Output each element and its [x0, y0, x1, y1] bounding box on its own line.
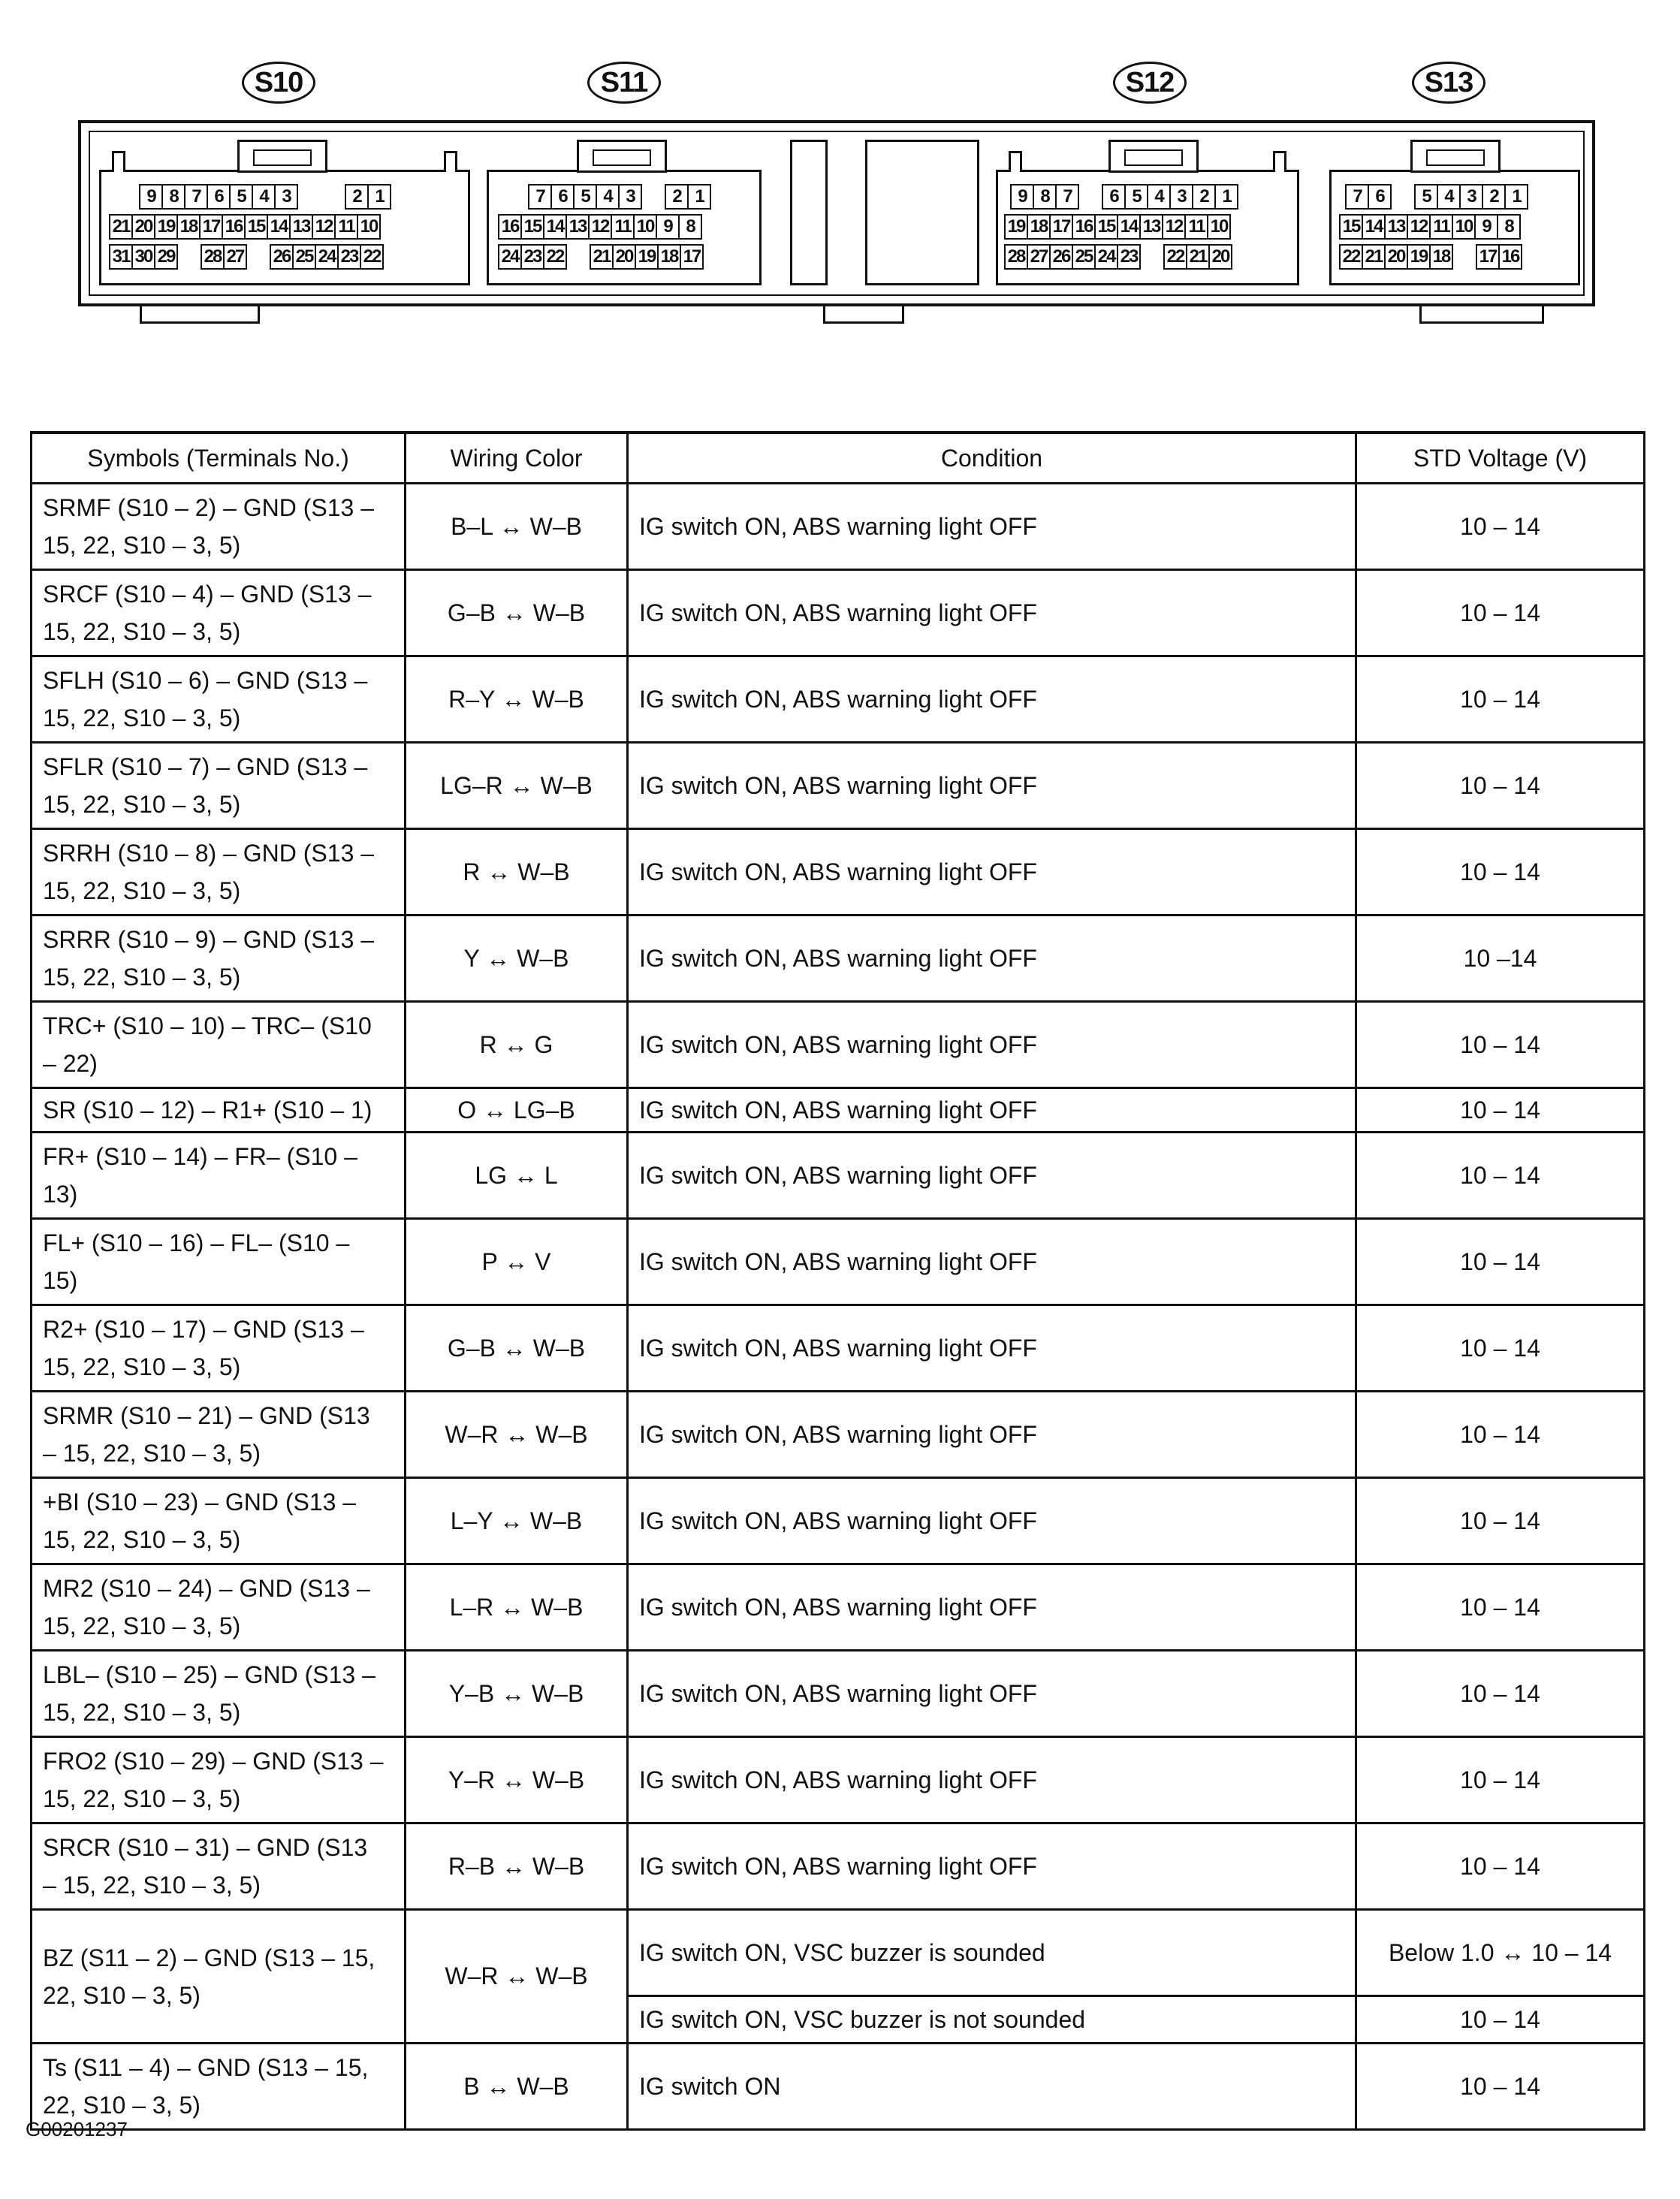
table-row [32, 915, 1645, 1002]
terminal-pin: 4 [252, 184, 276, 210]
std-voltage-cell: 10 – 14 [1356, 2044, 1645, 2130]
terminal-pin: 22 [543, 244, 567, 270]
connector-latch-s12 [1108, 140, 1199, 173]
terminal-pin: 30 [131, 244, 155, 270]
terminal-pin: 14 [543, 214, 567, 240]
terminal-pin: 26 [1049, 244, 1073, 270]
symbol-line-1: MR2 (S10 – 24) – GND (S13 – [43, 1575, 370, 1602]
std-voltage-cell: Below 1.0 ↔ 10 – 14 [1356, 1910, 1645, 1996]
table-row [32, 1651, 1645, 1737]
terminal-pin: 17 [1049, 214, 1073, 240]
symbol-line-2: 22, S10 – 3, 5) [43, 2092, 201, 2119]
connector-label-s11: S11 [587, 62, 661, 104]
terminal-pin: 1 [687, 184, 711, 210]
std-voltage-cell: 10 – 14 [1356, 1478, 1645, 1564]
symbol-line-2: – 15, 22, S10 – 3, 5) [43, 1872, 261, 1899]
table-row [32, 1823, 1645, 1910]
housing-foot-left [140, 306, 260, 324]
std-voltage-cell: 10 – 14 [1356, 1564, 1645, 1651]
terminal-pin: 23 [337, 244, 361, 270]
symbol-line-1: SRRR (S10 – 9) – GND (S13 – [43, 926, 375, 953]
std-voltage-cell: 10 –14 [1356, 915, 1645, 1002]
symbol-cell [32, 1088, 406, 1133]
terminal-pin: 24 [1094, 244, 1118, 270]
condition-cell: IG switch ON, ABS warning light OFF [628, 1478, 1356, 1564]
symbol-line-2: 15, 22, S10 – 3, 5) [43, 1785, 241, 1812]
figure-id: G00201237 [26, 2118, 128, 2140]
symbol-line-2: 13) [43, 1181, 78, 1208]
terminal-pin: 6 [550, 184, 575, 210]
std-voltage-cell: 10 – 14 [1356, 1305, 1645, 1392]
pin-gap [247, 244, 271, 270]
terminal-pin: 20 [1208, 244, 1232, 270]
condition-cell: IG switch ON [628, 2044, 1356, 2130]
terminal-pin: 12 [312, 214, 336, 240]
condition-cell: IG switch ON, ABS warning light OFF [628, 484, 1356, 570]
symbol-cell [32, 1392, 406, 1478]
terminal-pin: 26 [270, 244, 294, 270]
symbol-line-2: 15, 22, S10 – 3, 5) [43, 791, 241, 818]
condition-cell: IG switch ON, ABS warning light OFF [628, 1219, 1356, 1305]
terminal-pin: 2 [345, 184, 369, 210]
terminal-pin: 29 [154, 244, 178, 270]
terminal-pin: 15 [520, 214, 544, 240]
condition-cell: IG switch ON, ABS warning light OFF [628, 656, 1356, 743]
terminal-pin: 16 [1072, 214, 1096, 240]
table-row [32, 829, 1645, 915]
condition-cell: IG switch ON, ABS warning light OFF [628, 1088, 1356, 1133]
terminal-pin: 8 [1497, 214, 1521, 240]
terminal-pin: 10 [1452, 214, 1476, 240]
symbol-line-1: +BI (S10 – 23) – GND (S13 – [43, 1489, 357, 1516]
std-voltage-cell: 10 – 14 [1356, 1133, 1645, 1219]
table-row [32, 1219, 1645, 1305]
terminal-pin: 8 [161, 184, 185, 210]
symbol-line-1: R2+ (S10 – 17) – GND (S13 – [43, 1316, 364, 1343]
pin-row [116, 184, 415, 210]
wiring-color-cell: R–B ↔ W–B [406, 1823, 628, 1910]
pin-gap [1453, 244, 1477, 270]
housing-foot-right [1419, 306, 1544, 324]
terminal-pin: 21 [1186, 244, 1210, 270]
symbol-line-1: SRMR (S10 – 21) – GND (S13 [43, 1402, 370, 1429]
std-voltage-cell: 10 – 14 [1356, 743, 1645, 829]
terminal-pin: 15 [244, 214, 268, 240]
condition-cell: IG switch ON, ABS warning light OFF [628, 1392, 1356, 1478]
terminal-pin: 10 [357, 214, 381, 240]
symbol-line-2: 15, 22, S10 – 3, 5) [43, 532, 241, 559]
symbol-cell [32, 484, 406, 570]
symbol-cell [32, 1737, 406, 1823]
terminal-pin: 11 [611, 214, 635, 240]
symbol-cell [32, 570, 406, 656]
terminal-pin: 31 [109, 244, 133, 270]
terminal-pin: 5 [1414, 184, 1438, 210]
terminal-pin: 8 [678, 214, 702, 240]
pin-gap [505, 184, 529, 210]
terminal-pin: 6 [1368, 184, 1392, 210]
symbol-line-1: Ts (S11 – 4) – GND (S13 – 15, [43, 2054, 369, 2081]
terminal-pin: 7 [1345, 184, 1369, 210]
terminal-pin: 4 [596, 184, 620, 210]
condition-cell: IG switch ON, VSC buzzer is not sounded [628, 1996, 1356, 2044]
symbol-cell [32, 1910, 406, 2044]
table-row [32, 1002, 1645, 1088]
center-slot-left [790, 140, 828, 285]
terminal-pin: 19 [1407, 244, 1431, 270]
pin-gap [1392, 184, 1416, 210]
terminal-pin: 5 [229, 184, 253, 210]
pin-row [110, 244, 384, 270]
terminal-pin: 21 [109, 214, 133, 240]
std-voltage-cell: 10 – 14 [1356, 829, 1645, 915]
terminal-pin: 12 [1162, 214, 1186, 240]
pin-row [1341, 214, 1521, 240]
wiring-color-cell: B–L ↔ W–B [406, 484, 628, 570]
std-voltage-cell: 10 – 14 [1356, 1823, 1645, 1910]
terminal-pin: 24 [315, 244, 339, 270]
pin-row [499, 244, 704, 270]
center-slot-right [865, 140, 979, 285]
terminal-pin: 12 [588, 214, 612, 240]
pin-row [505, 184, 711, 210]
terminal-pin: 14 [1362, 214, 1386, 240]
pin-gap [1079, 184, 1103, 210]
wiring-color-cell: G–B ↔ W–B [406, 1305, 628, 1392]
symbol-line-1: SFLH (S10 – 6) – GND (S13 – [43, 667, 368, 694]
terminal-pin: 20 [1384, 244, 1408, 270]
terminal-pin: 17 [1476, 244, 1500, 270]
terminal-pin: 18 [1429, 244, 1453, 270]
terminal-pin: 27 [1027, 244, 1051, 270]
terminal-pin: 8 [1033, 184, 1057, 210]
symbol-line-1: FRO2 (S10 – 29) – GND (S13 – [43, 1748, 384, 1775]
terminal-pin: 9 [1010, 184, 1034, 210]
terminal-pin: 11 [1429, 214, 1453, 240]
connector-label-s13: S13 [1412, 62, 1485, 104]
table-row [32, 1305, 1645, 1392]
wiring-color-cell: P ↔ V [406, 1219, 628, 1305]
terminal-pin: 18 [176, 214, 201, 240]
symbol-line-1: FR+ (S10 – 14) – FR– (S10 – [43, 1143, 357, 1170]
pin-row [110, 214, 381, 240]
terminal-pin: 3 [274, 184, 298, 210]
wiring-color-cell: O ↔ LG–B [406, 1088, 628, 1133]
symbol-line-2: 15) [43, 1267, 78, 1294]
pin-gap [116, 184, 140, 210]
table-row [32, 1392, 1645, 1478]
wiring-color-cell: Y–B ↔ W–B [406, 1651, 628, 1737]
terminal-pin: 11 [334, 214, 358, 240]
terminal-pin: 3 [618, 184, 642, 210]
header-condition: Condition [628, 433, 1356, 484]
terminal-pin: 18 [657, 244, 681, 270]
wiring-color-cell: W–R ↔ W–B [406, 1910, 628, 2044]
wiring-color-cell: L–R ↔ W–B [406, 1564, 628, 1651]
terminal-pin: 20 [612, 244, 636, 270]
connector-ear [1273, 151, 1286, 172]
pin-row [1006, 214, 1231, 240]
terminal-pin: 10 [1207, 214, 1231, 240]
symbol-cell [32, 1564, 406, 1651]
std-voltage-cell: 10 – 14 [1356, 1219, 1645, 1305]
connector-latch-s13 [1410, 140, 1501, 173]
terminal-pin: 22 [1163, 244, 1187, 270]
table-body [32, 484, 1645, 2130]
symbol-cell [32, 1219, 406, 1305]
terminal-pin: 4 [1147, 184, 1171, 210]
terminal-pin: 14 [1117, 214, 1141, 240]
symbol-line-2: – 22) [43, 1050, 98, 1077]
condition-cell: IG switch ON, ABS warning light OFF [628, 1823, 1356, 1910]
terminal-pin: 7 [1055, 184, 1079, 210]
pin-gap [642, 184, 666, 210]
terminal-pin: 1 [1504, 184, 1528, 210]
condition-cell: IG switch ON, ABS warning light OFF [628, 1305, 1356, 1392]
terminal-pin: 13 [289, 214, 313, 240]
symbol-line-2: 15, 22, S10 – 3, 5) [43, 964, 241, 991]
header-symbols: Symbols (Terminals No.) [32, 433, 406, 484]
terminal-pin: 21 [1362, 244, 1386, 270]
table-row-ts [32, 2044, 1645, 2130]
symbol-cell [32, 1478, 406, 1564]
symbol-cell [32, 1651, 406, 1737]
terminal-pin: 25 [1072, 244, 1096, 270]
wiring-color-cell: LG–R ↔ W–B [406, 743, 628, 829]
std-voltage-cell: 10 – 14 [1356, 484, 1645, 570]
terminal-pin: 17 [199, 214, 223, 240]
symbol-cell [32, 1305, 406, 1392]
symbol-line-2: 15, 22, S10 – 3, 5) [43, 1699, 241, 1726]
connector-s11 [487, 170, 762, 285]
wiring-color-cell: LG ↔ L [406, 1133, 628, 1219]
symbol-line-1: BZ (S11 – 2) – GND (S13 – 15, [43, 1944, 376, 1971]
terminal-pin: 22 [1339, 244, 1363, 270]
std-voltage-cell: 10 – 14 [1356, 1996, 1645, 2044]
symbol-cell [32, 743, 406, 829]
connector-label-s12: S12 [1113, 62, 1187, 104]
condition-cell: IG switch ON, ABS warning light OFF [628, 915, 1356, 1002]
table-row [32, 1564, 1645, 1651]
symbol-line-1: SFLR (S10 – 7) – GND (S13 – [43, 753, 368, 780]
std-voltage-cell: 10 – 14 [1356, 1651, 1645, 1737]
pin-row [1347, 184, 1528, 210]
condition-cell: IG switch ON, VSC buzzer is sounded [628, 1910, 1356, 1996]
table-row [32, 1478, 1645, 1564]
terminal-pin: 21 [590, 244, 614, 270]
symbol-cell [32, 656, 406, 743]
connector-s10 [99, 170, 470, 285]
symbol-cell [32, 1133, 406, 1219]
connector-latch-s11 [577, 140, 667, 173]
terminal-pin: 3 [1459, 184, 1483, 210]
terminal-pin: 28 [201, 244, 225, 270]
terminal-pin: 19 [1004, 214, 1028, 240]
connector-ear [444, 151, 457, 172]
terminal-pin: 22 [360, 244, 384, 270]
terminal-pin: 17 [680, 244, 704, 270]
condition-cell: IG switch ON, ABS warning light OFF [628, 1564, 1356, 1651]
terminal-pin: 2 [665, 184, 689, 210]
terminal-pin: 19 [154, 214, 178, 240]
terminal-pin: 5 [573, 184, 597, 210]
terminal-pin: 19 [635, 244, 659, 270]
terminal-pin: 1 [1214, 184, 1238, 210]
symbol-cell [32, 829, 406, 915]
terminal-pin: 5 [1124, 184, 1148, 210]
header-wiring-color: Wiring Color [406, 433, 628, 484]
terminal-pin: 23 [1117, 244, 1141, 270]
terminal-voltage-table [30, 431, 1645, 2131]
wiring-color-cell: R–Y ↔ W–B [406, 656, 628, 743]
connector-ear [1009, 151, 1022, 172]
wiring-color-cell: B ↔ W–B [406, 2044, 628, 2130]
table-row [32, 570, 1645, 656]
pin-row [499, 214, 702, 240]
condition-cell: IG switch ON, ABS warning light OFF [628, 743, 1356, 829]
terminal-pin: 9 [139, 184, 163, 210]
wiring-color-cell: G–B ↔ W–B [406, 570, 628, 656]
symbol-cell [32, 1823, 406, 1910]
terminal-pin: 18 [1027, 214, 1051, 240]
std-voltage-cell: 10 – 14 [1356, 1392, 1645, 1478]
wiring-color-cell: R ↔ W–B [406, 829, 628, 915]
symbol-line-2: 15, 22, S10 – 3, 5) [43, 1526, 241, 1553]
table-row-bz [32, 1910, 1645, 1996]
pin-row [1012, 184, 1238, 210]
wiring-color-cell: R ↔ G [406, 1002, 628, 1088]
terminal-pin: 3 [1169, 184, 1193, 210]
wiring-color-cell: Y–R ↔ W–B [406, 1737, 628, 1823]
symbol-line-2: 22, S10 – 3, 5) [43, 1981, 201, 2009]
table-row [32, 1737, 1645, 1823]
terminal-pin: 7 [528, 184, 552, 210]
pin-gap [391, 184, 415, 210]
terminal-pin: 6 [207, 184, 231, 210]
symbol-line-1: TRC+ (S10 – 10) – TRC– (S10 [43, 1012, 372, 1039]
pin-gap [298, 184, 322, 210]
std-voltage-cell: 10 – 14 [1356, 1002, 1645, 1088]
terminal-pin: 9 [1474, 214, 1498, 240]
terminal-pin: 13 [566, 214, 590, 240]
symbol-line-1: SRMF (S10 – 2) – GND (S13 – [43, 494, 375, 521]
symbol-line-1: SRCR (S10 – 31) – GND (S13 [43, 1834, 368, 1861]
terminal-pin: 2 [1192, 184, 1216, 210]
condition-cell: IG switch ON, ABS warning light OFF [628, 1002, 1356, 1088]
table-row [32, 1088, 1645, 1133]
connector-diagram [0, 0, 1680, 345]
connector-s13 [1329, 170, 1580, 285]
terminal-pin: 24 [498, 244, 522, 270]
condition-cell: IG switch ON, ABS warning light OFF [628, 1651, 1356, 1737]
terminal-pin: 6 [1102, 184, 1126, 210]
terminal-pin: 20 [131, 214, 155, 240]
condition-cell: IG switch ON, ABS warning light OFF [628, 829, 1356, 915]
terminal-pin: 2 [1482, 184, 1506, 210]
terminal-pin: 23 [520, 244, 544, 270]
symbol-cell [32, 915, 406, 1002]
condition-cell: IG switch ON, ABS warning light OFF [628, 1737, 1356, 1823]
terminal-pin: 16 [1498, 244, 1522, 270]
symbol-line-1: LBL– (S10 – 25) – GND (S13 – [43, 1661, 376, 1688]
terminal-pin: 16 [498, 214, 522, 240]
symbol-line-1: SRCF (S10 – 4) – GND (S13 – [43, 581, 372, 608]
table-header-row [32, 433, 1645, 484]
terminal-pin: 14 [267, 214, 291, 240]
terminal-pin: 7 [184, 184, 208, 210]
connector-ear [112, 151, 125, 172]
terminal-pin: 15 [1094, 214, 1118, 240]
table-row [32, 656, 1645, 743]
terminal-pin: 16 [222, 214, 246, 240]
symbol-line-2: 15, 22, S10 – 3, 5) [43, 1353, 241, 1380]
pin-row [1341, 244, 1522, 270]
symbol-line-2: 15, 22, S10 – 3, 5) [43, 618, 241, 645]
condition-cell: IG switch ON, ABS warning light OFF [628, 570, 1356, 656]
wiring-color-cell: L–Y ↔ W–B [406, 1478, 628, 1564]
header-std-voltage: STD Voltage (V) [1356, 433, 1645, 484]
terminal-pin: 1 [367, 184, 391, 210]
symbol-cell [32, 1002, 406, 1088]
connector-latch-s10 [237, 140, 327, 173]
symbol-line-1: SRRH (S10 – 8) – GND (S13 – [43, 840, 375, 867]
terminal-pin: 12 [1407, 214, 1431, 240]
pin-gap [1141, 244, 1165, 270]
terminal-pin: 13 [1139, 214, 1163, 240]
condition-cell: IG switch ON, ABS warning light OFF [628, 1133, 1356, 1219]
symbol-line-2: 15, 22, S10 – 3, 5) [43, 1612, 241, 1639]
housing-foot-center [823, 306, 904, 324]
terminal-pin: 15 [1339, 214, 1363, 240]
wiring-color-cell: Y ↔ W–B [406, 915, 628, 1002]
table-row [32, 1133, 1645, 1219]
pin-gap [178, 244, 202, 270]
terminal-pin: 4 [1437, 184, 1461, 210]
pin-row [1006, 244, 1232, 270]
connector-label-s10: S10 [242, 62, 315, 104]
pin-gap [322, 184, 346, 210]
terminal-pin: 9 [656, 214, 680, 240]
symbol-cell [32, 2044, 406, 2130]
symbol-line-2: – 15, 22, S10 – 3, 5) [43, 1440, 261, 1467]
symbol-line-2: 15, 22, S10 – 3, 5) [43, 877, 241, 904]
terminal-pin: 27 [223, 244, 247, 270]
terminal-pin: 28 [1004, 244, 1028, 270]
std-voltage-cell: 10 – 14 [1356, 570, 1645, 656]
wiring-color-cell: W–R ↔ W–B [406, 1392, 628, 1478]
symbol-line-1: FL+ (S10 – 16) – FL– (S10 – [43, 1229, 350, 1256]
pin-gap [567, 244, 591, 270]
terminal-pin: 10 [633, 214, 657, 240]
table-row [32, 484, 1645, 570]
connector-s12 [996, 170, 1299, 285]
std-voltage-cell: 10 – 14 [1356, 1088, 1645, 1133]
std-voltage-cell: 10 – 14 [1356, 656, 1645, 743]
symbol-line-2: 15, 22, S10 – 3, 5) [43, 704, 241, 731]
symbol-line-1: SR (S10 – 12) – R1+ (S10 – 1) [43, 1096, 372, 1124]
terminal-pin: 13 [1384, 214, 1408, 240]
terminal-pin: 11 [1184, 214, 1208, 240]
terminal-pin: 25 [292, 244, 316, 270]
table-row [32, 743, 1645, 829]
std-voltage-cell: 10 – 14 [1356, 1737, 1645, 1823]
